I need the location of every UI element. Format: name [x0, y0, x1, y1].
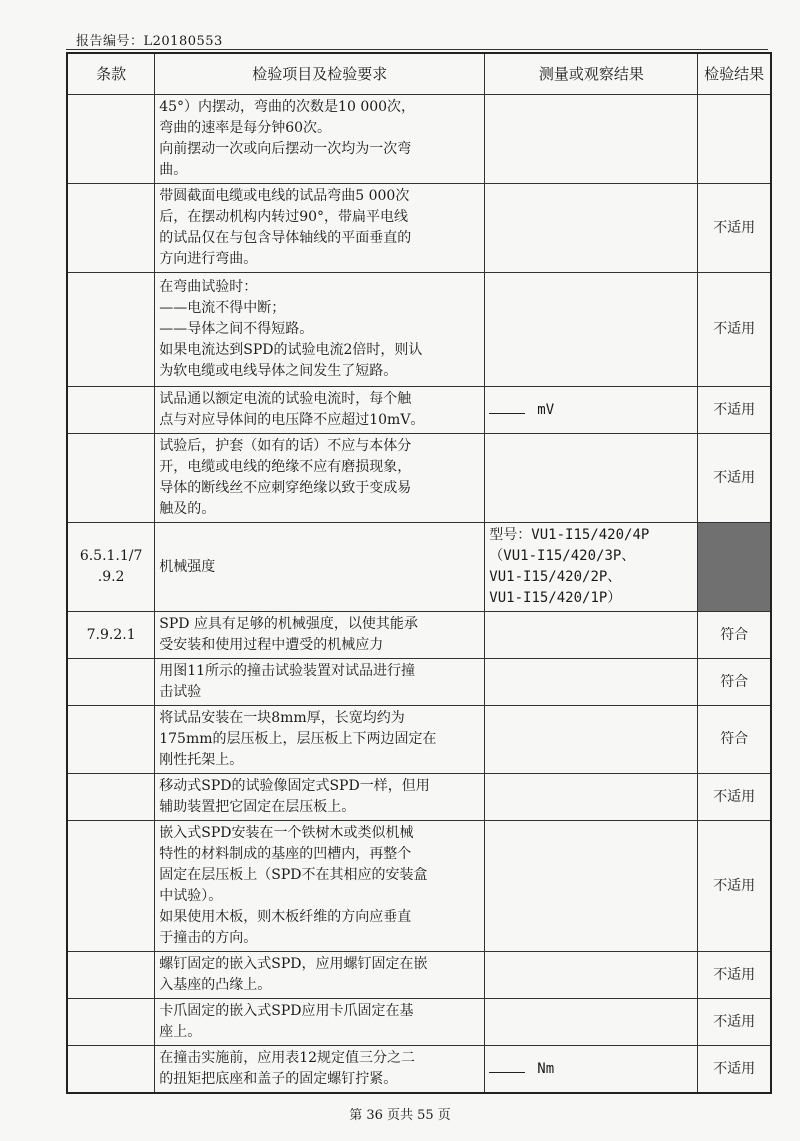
requirement-line: 向前摆动一次或向后摆动一次均为一次弯 [159, 141, 412, 157]
result-cell [485, 952, 698, 999]
table-row [67, 659, 771, 706]
clause-cell [67, 821, 155, 952]
requirement-cell [155, 706, 485, 774]
requirement-line: 如果使用木板，则木板纤维的方向应垂直 [159, 909, 412, 925]
requirement-line: 受安装和使用过程中遭受的机械应力 [159, 637, 384, 653]
requirement-line: 于撞击的方向。 [159, 930, 258, 946]
header-rule [66, 49, 768, 50]
result-cell [485, 95, 698, 184]
requirement-line: 开，电缆或电线的绝缘不应有磨损现象， [159, 459, 412, 475]
result-cell [485, 523, 698, 612]
requirement-line: 在弯曲试验时： [159, 279, 258, 295]
requirement-cell [155, 659, 485, 706]
requirement-line: 移动式SPD的试验像固定式SPD一样，但用 [159, 778, 430, 794]
requirement-line: 将试品安装在一块8mm厚，长宽均约为 [159, 710, 405, 726]
clause-cell [67, 706, 155, 774]
table-row [67, 774, 771, 821]
requirement-cell [155, 523, 485, 612]
requirement-line: ——导体之间不得短路。 [159, 321, 314, 337]
table-row [67, 952, 771, 999]
verdict-cell: 符合 [698, 706, 771, 774]
requirement-line: 的扭矩把底座和盖子的固定螺钉拧紧。 [159, 1071, 398, 1087]
table-row [67, 184, 771, 273]
requirement-cell [155, 434, 485, 523]
header-verdict: 检验结果 [698, 53, 771, 95]
table-row [67, 387, 771, 434]
clause-cell [67, 273, 155, 387]
requirement-cell [155, 184, 485, 273]
requirement-line: 入基座的凸缘上。 [159, 977, 272, 993]
requirement-line: 特性的材料制成的基座的凹槽内，再整个 [159, 846, 412, 862]
verdict-cell: 符合 [698, 659, 771, 706]
requirement-cell [155, 774, 485, 821]
requirement-line: 如果电流达到SPD的试验电流2倍时，则认 [159, 342, 423, 358]
verdict-cell: 符合 [698, 612, 771, 659]
requirement-cell [155, 1046, 485, 1094]
requirement-line: 175mm的层压板上，层压板上下两边固定在 [159, 731, 437, 747]
requirement-line: 导体的断线丝不应刺穿绝缘以致于变成易 [159, 480, 412, 496]
requirement-cell [155, 273, 485, 387]
requirement-line: ——电流不得中断； [159, 300, 286, 316]
requirement-line: 在撞击实施前，应用表12规定值三分之二 [159, 1050, 416, 1066]
result-cell [485, 774, 698, 821]
table-row [67, 95, 771, 184]
clause-cell [67, 95, 155, 184]
requirement-line: 座上。 [159, 1024, 202, 1040]
clause-cell [67, 999, 155, 1046]
table-row [67, 1046, 771, 1094]
inspection-table [66, 52, 772, 1094]
clause-cell: 7.9.2.1 [67, 612, 155, 659]
verdict-cell-shaded [698, 523, 771, 612]
table-row [67, 273, 771, 387]
clause-cell: 6.5.1.1/7 .9.2 [67, 523, 155, 612]
requirement-line: 试品通以额定电流的试验电流时，每个触 [159, 391, 412, 407]
measurement-blank [489, 1058, 525, 1073]
verdict-cell: 不适用 [698, 1046, 771, 1094]
requirement-line: 后，在摆动机构内转过90°，带扁平电线 [159, 209, 409, 225]
requirement-line: 曲。 [159, 162, 188, 178]
requirement-line: 点与对应导体间的电压降不应超过10mV。 [159, 412, 425, 428]
requirement-line: 用图11所示的撞击试验装置对试品进行撞 [159, 663, 416, 679]
requirement-line: 嵌入式SPD安装在一个铁树木或类似机械 [159, 825, 414, 841]
clause-cell [67, 952, 155, 999]
requirement-cell [155, 612, 485, 659]
requirement-cell [155, 999, 485, 1046]
requirement-line: 触及的。 [159, 501, 216, 517]
requirement-cell [155, 952, 485, 999]
verdict-cell: 不适用 [698, 184, 771, 273]
table-row [67, 523, 771, 612]
table-row [67, 612, 771, 659]
verdict-cell: 不适用 [698, 774, 771, 821]
header-result: 测量或观察结果 [485, 53, 698, 95]
header-requirement: 检验项目及检验要求 [155, 53, 485, 95]
requirement-line: 中试验）。 [159, 888, 223, 904]
requirement-cell [155, 387, 485, 434]
result-cell [485, 387, 698, 434]
result-cell [485, 273, 698, 387]
measurement-unit: mV [537, 402, 555, 418]
requirement-line: 试验后，护套（如有的话）不应与本体分 [159, 438, 412, 454]
measurement-blank [489, 399, 525, 414]
requirement-line: 45°）内摆动，弯曲的次数是10 000次， [159, 99, 416, 115]
clause-cell [67, 774, 155, 821]
result-cell [485, 184, 698, 273]
header-clause: 条款 [67, 53, 155, 95]
clause-cell [67, 387, 155, 434]
requirement-line: 击试验 [159, 684, 202, 700]
requirement-line: 弯曲的速率是每分钟60次。 [159, 120, 332, 136]
clause-cell [67, 659, 155, 706]
report-number: 报告编号：L20180553 [76, 34, 223, 49]
requirement-line: 的试品仅在与包含导体轴线的平面垂直的 [159, 230, 412, 246]
result-cell [485, 706, 698, 774]
result-cell [485, 612, 698, 659]
measurement-unit: Nm [537, 1061, 555, 1077]
requirement-line: 卡爪固定的嵌入式SPD应用卡爪固定在基 [159, 1003, 414, 1019]
table-row [67, 706, 771, 774]
verdict-cell: 不适用 [698, 999, 771, 1046]
requirement-line: 机械强度 [159, 558, 216, 575]
verdict-cell: 不适用 [698, 952, 771, 999]
requirement-line: SPD 应具有足够的机械强度，以使其能承 [159, 616, 418, 632]
requirement-line: 带圆截面电缆或电线的试品弯曲5 000次 [159, 188, 410, 204]
result-cell [485, 434, 698, 523]
requirement-cell [155, 821, 485, 952]
verdict-cell [698, 95, 771, 184]
result-cell [485, 999, 698, 1046]
page-number: 第 36 页共 55 页 [349, 1108, 451, 1123]
verdict-cell: 不适用 [698, 273, 771, 387]
requirement-cell [155, 95, 485, 184]
requirement-line: 固定在层压板上（SPD不在其相应的安装盒 [159, 867, 428, 883]
requirement-line: 为软电缆或电线导体之间发生了短路。 [159, 363, 398, 379]
result-text: 型号：VU1-I15/420/4P （VU1-I15/420/3P、 VU1-I15/420/2P、 VU1-I15/420/1P） [489, 527, 650, 606]
requirement-line: 辅助装置把它固定在层压板上。 [159, 799, 356, 815]
requirement-line: 方向进行弯曲。 [159, 251, 258, 267]
table-row [67, 821, 771, 952]
table-row [67, 434, 771, 523]
requirement-line: 刚性托架上。 [159, 752, 244, 768]
clause-cell [67, 434, 155, 523]
verdict-cell: 不适用 [698, 387, 771, 434]
clause-cell [67, 184, 155, 273]
clause-cell [67, 1046, 155, 1094]
result-cell [485, 1046, 698, 1094]
verdict-cell: 不适用 [698, 434, 771, 523]
result-cell [485, 821, 698, 952]
result-cell [485, 659, 698, 706]
requirement-line: 螺钉固定的嵌入式SPD，应用螺钉固定在嵌 [159, 956, 428, 972]
table-header-row [67, 53, 771, 95]
table-row [67, 999, 771, 1046]
verdict-cell: 不适用 [698, 821, 771, 952]
